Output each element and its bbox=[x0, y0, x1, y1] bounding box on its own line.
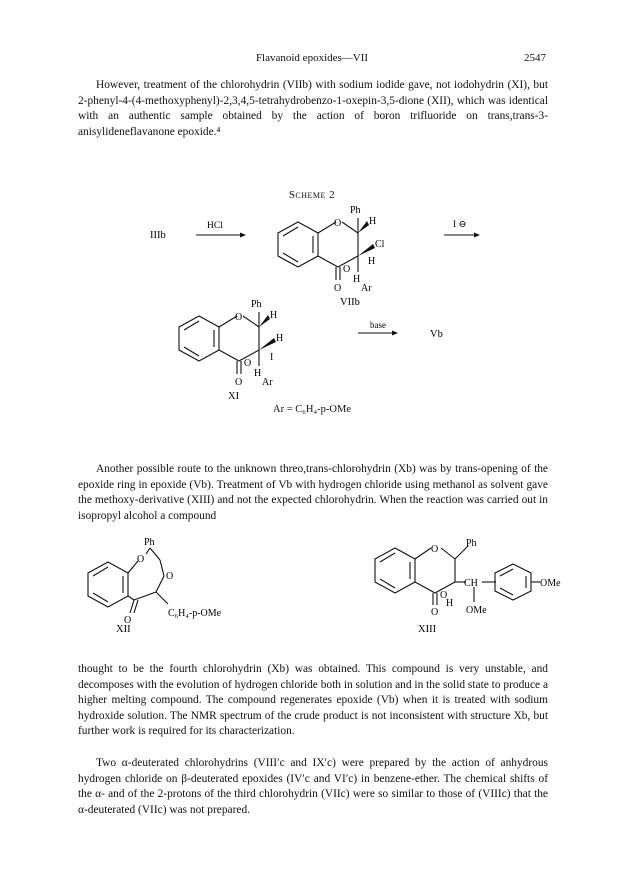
svg-text:Ph: Ph bbox=[350, 205, 361, 216]
reagent-iodide-label: I ⊖ bbox=[453, 220, 467, 230]
paragraph-3 bbox=[78, 662, 548, 740]
scheme-title: Scheme 2 bbox=[288, 189, 336, 201]
svg-text:O: O bbox=[235, 377, 243, 388]
svg-text:O: O bbox=[166, 571, 174, 582]
svg-text:OMe: OMe bbox=[466, 605, 487, 616]
svg-text:O: O bbox=[431, 607, 439, 618]
paragraph-1-text: However, treatment of the chlorohydrin (VIIb) with sodium iodide gave, not iodohydrin (XI), but 2-phenyl-4-(4-methoxyphenyl)-2,3,4,5-tetrahydrobenzo-1-oxepin-3,5-dione (XII), which was identical with an authentic sample obtained by the action of boron trifluoride on trans,trans-3-anisylideneflavanone epoxide.⁴ bbox=[78, 79, 548, 138]
svg-text:O: O bbox=[334, 218, 342, 229]
structure-viib bbox=[278, 205, 385, 294]
paragraph-4-text: Two α-deuterated chlorohydrins (VIII′c and IX′c) were prepared by the action of anhydrous hydrogen chloride on β-deuterated epoxides (IV′c and VI′c) in benzene-ether. The chemical shifts of the α- and of the 2-protons of the third chlorohydrin (VIIc) were so similar to those of (VIIIc) that the α-deuterated (VIIc) was not prepared. bbox=[78, 757, 548, 816]
reagent-base-label: base bbox=[370, 320, 386, 330]
svg-text:O: O bbox=[440, 590, 448, 601]
svg-text:O: O bbox=[124, 615, 132, 626]
svg-text:OMe: OMe bbox=[540, 578, 561, 589]
svg-text:Ph: Ph bbox=[144, 537, 155, 548]
paragraph-2 bbox=[78, 462, 548, 524]
product-vb-label: Vb bbox=[430, 329, 443, 340]
svg-text:Ph: Ph bbox=[251, 299, 262, 310]
scheme-2-diagram bbox=[0, 200, 624, 400]
reagent-hcl-label: HCl bbox=[207, 221, 223, 231]
svg-text:H: H bbox=[254, 368, 262, 379]
svg-text:H: H bbox=[270, 310, 278, 321]
structure-xiii bbox=[375, 538, 561, 618]
svg-text:O: O bbox=[431, 544, 439, 555]
svg-text:H: H bbox=[276, 333, 284, 344]
svg-text:C₆H₄-p-OMe: C₆H₄-p-OMe bbox=[168, 608, 222, 619]
page-number: 2547 bbox=[524, 52, 546, 64]
svg-text:O: O bbox=[137, 554, 145, 565]
svg-text:O: O bbox=[235, 312, 243, 323]
svg-text:H: H bbox=[353, 274, 361, 285]
compound-viib-label: VIIb bbox=[340, 297, 360, 308]
svg-text:H: H bbox=[368, 256, 376, 267]
svg-text:CH: CH bbox=[464, 578, 478, 589]
compound-xii-label: XII bbox=[116, 624, 131, 634]
svg-text:H: H bbox=[369, 216, 377, 227]
svg-text:O: O bbox=[244, 358, 252, 369]
svg-text:Cl: Cl bbox=[375, 239, 385, 250]
svg-text:Ph: Ph bbox=[466, 538, 477, 549]
ar-definition: Ar = C₆H₄-p-OMe bbox=[273, 404, 351, 415]
compound-xi-label: XI bbox=[228, 391, 240, 400]
running-title: Flavanoid epoxides—VII bbox=[255, 52, 369, 64]
svg-text:O: O bbox=[334, 283, 342, 294]
paragraph-4 bbox=[78, 756, 548, 818]
paragraph-3-text: thought to be the fourth chlorohydrin (Xb) was obtained. This compound is very unstable, and decomposes with the evolution of hydrogen chloride both in solution and in the solid state to produce a higher melting compound. The compound regenerates epoxide (Vb) when it is treated with sodium hydroxide solution. The NMR spectrum of the crude product is not inconsistent with structure Xb, but further work is required for its characterization. bbox=[78, 663, 548, 738]
structures-xii-xiii bbox=[0, 534, 624, 634]
compound-iiib-label: IIIb bbox=[150, 230, 166, 241]
structure-xi bbox=[179, 299, 283, 388]
paragraph-2-text: Another possible route to the unknown threo,trans-chlorohydrin (Xb) was by trans-opening of the epoxide ring in epoxide (Vb). Treatment of Vb with hydrogen chloride using methanol as solvent gave the methoxy-derivative (XIII) and not the expected chlorohydrin. When the reaction was carried out in isopropyl alcohol a compound bbox=[78, 463, 548, 522]
svg-text:Ar: Ar bbox=[361, 283, 372, 294]
structure-xii bbox=[88, 537, 222, 626]
svg-text:H: H bbox=[446, 598, 454, 609]
svg-text:I: I bbox=[270, 352, 274, 363]
svg-text:O: O bbox=[343, 264, 351, 275]
paragraph-1 bbox=[78, 78, 548, 140]
svg-text:Ar: Ar bbox=[262, 377, 273, 388]
compound-xiii-label: XIII bbox=[418, 624, 437, 634]
